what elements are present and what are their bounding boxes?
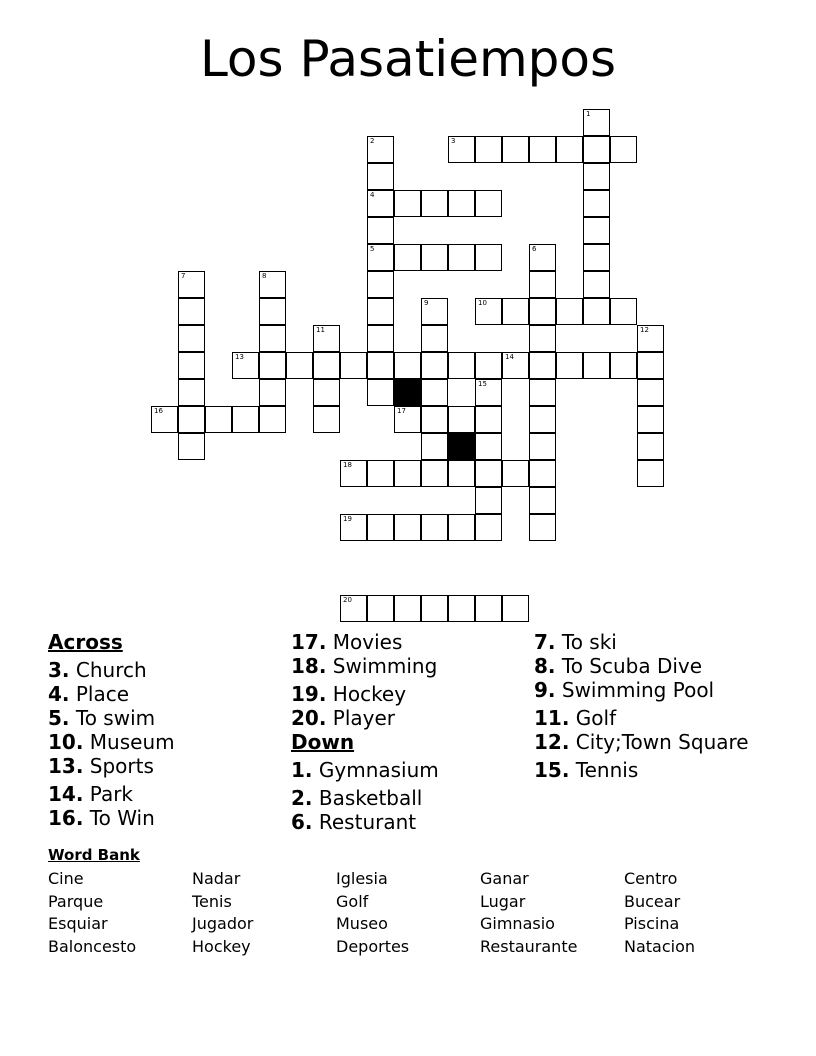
cell-number: 2 (370, 137, 375, 145)
clue-item (534, 706, 749, 730)
crossword-cell[interactable] (529, 352, 556, 379)
clue-text: City;Town Square (569, 730, 749, 754)
crossword-cell[interactable] (313, 406, 340, 433)
clue-number: 4. (48, 682, 70, 706)
clue-number: 20. (291, 706, 327, 730)
crossword-cell[interactable] (529, 136, 556, 163)
crossword-cell[interactable] (232, 352, 259, 379)
crossword-cell[interactable] (367, 136, 394, 163)
clue-item (291, 758, 439, 782)
crossword-cell[interactable] (421, 379, 448, 406)
crossword-cell[interactable] (529, 379, 556, 406)
black-square (394, 379, 421, 406)
crossword-cell[interactable] (421, 406, 448, 433)
clue-text: Church (69, 658, 147, 682)
crossword-cell[interactable] (394, 460, 421, 487)
crossword-cell[interactable] (448, 136, 475, 163)
clue-text: Sports (83, 754, 154, 778)
crossword-cell[interactable] (637, 406, 664, 433)
crossword-cell[interactable] (448, 514, 475, 541)
clue-item (48, 730, 175, 754)
clue-text: Hockey (326, 682, 407, 706)
cell-number: 10 (478, 299, 487, 307)
cell-number: 4 (370, 191, 375, 199)
cell-number: 11 (316, 326, 325, 334)
word-bank-word: Tenis (192, 891, 232, 911)
clue-text: Movies (326, 630, 403, 654)
clue-text: To Win (83, 806, 155, 830)
cell-number: 7 (181, 272, 186, 280)
crossword-cell[interactable] (529, 460, 556, 487)
crossword-cell[interactable] (394, 190, 421, 217)
clue-text: Swimming Pool (555, 678, 715, 702)
crossword-cell[interactable] (637, 325, 664, 352)
crossword-cell[interactable] (475, 352, 502, 379)
crossword-cell[interactable] (259, 406, 286, 433)
crossword-cell[interactable] (340, 514, 367, 541)
clue-item (48, 782, 175, 806)
cell-number: 9 (424, 299, 429, 307)
crossword-cell[interactable] (232, 406, 259, 433)
crossword-cell[interactable] (502, 136, 529, 163)
crossword-cell[interactable] (448, 460, 475, 487)
crossword-cell[interactable] (475, 595, 502, 622)
word-bank-word: Lugar (480, 891, 526, 911)
clue-number: 16. (48, 806, 84, 830)
crossword-cell[interactable] (475, 487, 502, 514)
crossword-cell[interactable] (394, 514, 421, 541)
cell-number: 12 (640, 326, 649, 334)
clue-number: 14. (48, 782, 84, 806)
clue-number: 3. (48, 658, 70, 682)
cell-number: 14 (505, 353, 514, 361)
crossword-cell[interactable] (475, 136, 502, 163)
cell-number: 15 (478, 380, 487, 388)
crossword-cell[interactable] (529, 271, 556, 298)
crossword-cell[interactable] (583, 298, 610, 325)
crossword-cell[interactable] (583, 217, 610, 244)
crossword-cell[interactable] (259, 352, 286, 379)
word-bank-word: Nadar (192, 869, 241, 888)
crossword-cell[interactable] (367, 271, 394, 298)
word-bank-column (192, 868, 253, 958)
black-square (448, 433, 475, 460)
crossword-cell[interactable] (178, 406, 205, 433)
word-bank-word: Esquiar (48, 914, 108, 933)
cell-number: 13 (235, 353, 244, 361)
crossword-cell[interactable] (637, 379, 664, 406)
crossword-cell[interactable] (394, 352, 421, 379)
clue-text: Gymnasium (312, 758, 439, 782)
crossword-cell[interactable] (367, 595, 394, 622)
word-bank-word: Deportes (336, 936, 410, 956)
clue-text: To swim (69, 706, 156, 730)
crossword-cell[interactable] (475, 190, 502, 217)
crossword-cell[interactable] (475, 244, 502, 271)
clue-item (48, 706, 175, 730)
crossword-cell[interactable] (205, 406, 232, 433)
crossword-cell[interactable] (367, 217, 394, 244)
clue-number: 10. (48, 730, 84, 754)
crossword-cell[interactable] (367, 190, 394, 217)
clue-text: Park (83, 782, 134, 806)
across-header: Across (48, 630, 123, 654)
clue-number: 8. (534, 654, 556, 678)
crossword-cell[interactable] (367, 514, 394, 541)
crossword-cell[interactable] (421, 298, 448, 325)
clue-number: 13. (48, 754, 84, 778)
crossword-cell[interactable] (448, 244, 475, 271)
crossword-cell[interactable] (502, 595, 529, 622)
crossword-cell[interactable] (556, 136, 583, 163)
crossword-cell[interactable] (475, 514, 502, 541)
clue-item (48, 754, 175, 778)
word-bank-word: Ganar (480, 869, 529, 888)
clue-item (291, 786, 439, 810)
clue-text: Museum (83, 730, 175, 754)
crossword-cell[interactable] (583, 352, 610, 379)
crossword-cell[interactable] (502, 298, 529, 325)
clue-number: 12. (534, 730, 570, 754)
crossword-cell[interactable] (583, 136, 610, 163)
crossword-cell[interactable] (583, 244, 610, 271)
down-header: Down (291, 730, 355, 754)
clue-text: Golf (569, 706, 617, 730)
clue-number: 5. (48, 706, 70, 730)
clue-item (48, 682, 175, 706)
crossword-cell[interactable] (610, 136, 637, 163)
crossword-cell[interactable] (529, 325, 556, 352)
cell-number: 19 (343, 515, 352, 523)
crossword-cell[interactable] (421, 460, 448, 487)
crossword-cell[interactable] (637, 352, 664, 379)
crossword-cell[interactable] (448, 406, 475, 433)
clue-text: Swimming (326, 654, 438, 678)
clue-item (291, 654, 439, 678)
page-title: Los Pasatiempos (199, 30, 617, 88)
crossword-cell[interactable] (421, 244, 448, 271)
crossword-cell[interactable] (475, 379, 502, 406)
crossword-cell[interactable] (340, 595, 367, 622)
word-bank-word: Baloncesto (48, 936, 137, 956)
clues-column-3 (534, 630, 749, 782)
word-bank-column (336, 868, 409, 958)
cell-number: 3 (451, 137, 456, 145)
crossword-cell[interactable] (367, 163, 394, 190)
clue-number: 17. (291, 630, 327, 654)
crossword-cell[interactable] (151, 406, 178, 433)
crossword-cell[interactable] (610, 298, 637, 325)
clue-number: 1. (291, 758, 313, 782)
clue-text: Tennis (569, 758, 639, 782)
crossword-cell[interactable] (421, 433, 448, 460)
crossword-cell[interactable] (367, 298, 394, 325)
crossword-cell[interactable] (421, 352, 448, 379)
clue-item (534, 630, 749, 654)
clue-text: Player (326, 706, 396, 730)
crossword-cell[interactable] (259, 298, 286, 325)
crossword-cell[interactable] (583, 271, 610, 298)
clue-text: To ski (555, 630, 617, 654)
word-bank-column (480, 868, 577, 958)
crossword-cell[interactable] (475, 406, 502, 433)
clue-item (48, 806, 175, 830)
crossword-cell[interactable] (448, 352, 475, 379)
clue-number: 11. (534, 706, 570, 730)
crossword-cell[interactable] (502, 352, 529, 379)
crossword-cell[interactable] (529, 244, 556, 271)
crossword-cell[interactable] (394, 244, 421, 271)
crossword-cell[interactable] (421, 325, 448, 352)
crossword-cell[interactable] (583, 190, 610, 217)
crossword-cell[interactable] (502, 460, 529, 487)
clue-item (291, 630, 439, 654)
crossword-cell[interactable] (610, 352, 637, 379)
clue-item (534, 758, 749, 782)
crossword-cell[interactable] (178, 433, 205, 460)
crossword-cell[interactable] (556, 298, 583, 325)
crossword-cell[interactable] (259, 379, 286, 406)
crossword-cell[interactable] (313, 325, 340, 352)
crossword-cell[interactable] (583, 109, 610, 136)
word-bank-column (624, 868, 695, 958)
crossword-cell[interactable] (178, 325, 205, 352)
word-bank-word: Museo (336, 914, 388, 933)
crossword-cell[interactable] (475, 298, 502, 325)
clue-number: 18. (291, 654, 327, 678)
clue-number: 2. (291, 786, 313, 810)
crossword-cell[interactable] (394, 595, 421, 622)
crossword-cell[interactable] (421, 514, 448, 541)
crossword-cell[interactable] (178, 379, 205, 406)
crossword-cell[interactable] (367, 379, 394, 406)
crossword-cell[interactable] (367, 460, 394, 487)
word-bank-word: Piscina (624, 914, 680, 933)
clue-item (534, 730, 749, 754)
word-bank-word: Restaurante (480, 936, 578, 956)
clue-number: 7. (534, 630, 556, 654)
cell-number: 17 (397, 407, 406, 415)
crossword-cell[interactable] (313, 352, 340, 379)
crossword-cell[interactable] (529, 433, 556, 460)
word-bank-title: Word Bank (48, 846, 140, 864)
crossword-cell[interactable] (340, 352, 367, 379)
clue-item (291, 810, 439, 834)
cell-number: 20 (343, 596, 352, 604)
crossword-cell[interactable] (421, 595, 448, 622)
clue-text: Place (69, 682, 130, 706)
cell-number: 1 (586, 110, 591, 118)
crossword-cell[interactable] (529, 487, 556, 514)
word-bank-word: Parque (48, 891, 104, 911)
crossword-cell[interactable] (637, 460, 664, 487)
crossword-cell[interactable] (529, 514, 556, 541)
crossword-cell[interactable] (583, 163, 610, 190)
cell-number: 6 (532, 245, 537, 253)
word-bank-word: Gimnasio (480, 914, 555, 933)
clue-text: Basketball (312, 786, 423, 810)
word-bank-word: Natacion (624, 936, 696, 956)
crossword-cell[interactable] (475, 460, 502, 487)
cell-number: 5 (370, 245, 375, 253)
cell-number: 18 (343, 461, 352, 469)
crossword-cell[interactable] (367, 352, 394, 379)
clues-column-1 (48, 630, 175, 830)
word-bank-word: Golf (336, 891, 369, 911)
clue-item (291, 682, 439, 706)
word-bank-word: Hockey (192, 936, 251, 956)
clue-item (534, 678, 749, 702)
crossword-cell[interactable] (178, 298, 205, 325)
word-bank-word: Iglesia (336, 869, 388, 888)
crossword-cell[interactable] (286, 352, 313, 379)
clue-item (291, 706, 439, 730)
cell-number: 16 (154, 407, 163, 415)
crossword-cell[interactable] (448, 595, 475, 622)
crossword-cell[interactable] (178, 271, 205, 298)
clue-text: Resturant (312, 810, 417, 834)
crossword-cell[interactable] (448, 190, 475, 217)
crossword-cell[interactable] (313, 379, 340, 406)
crossword-cell[interactable] (529, 406, 556, 433)
clue-item (534, 654, 749, 678)
crossword-cell[interactable] (475, 433, 502, 460)
word-bank-word: Centro (624, 869, 678, 888)
crossword-cell[interactable] (367, 325, 394, 352)
crossword-cell[interactable] (340, 460, 367, 487)
crossword-cell[interactable] (556, 352, 583, 379)
crossword-cell[interactable] (394, 406, 421, 433)
clues-column-2 (291, 630, 439, 834)
crossword-cell[interactable] (421, 190, 448, 217)
clue-item (48, 658, 175, 682)
crossword-cell[interactable] (259, 271, 286, 298)
word-bank-word: Jugador (192, 914, 254, 933)
word-bank-column (48, 868, 136, 958)
word-bank-word: Cine (48, 869, 84, 888)
word-bank-word: Bucear (624, 891, 681, 911)
crossword-cell[interactable] (529, 298, 556, 325)
crossword-cell[interactable] (259, 325, 286, 352)
crossword-cell[interactable] (367, 244, 394, 271)
clue-number: 9. (534, 678, 556, 702)
cell-number: 8 (262, 272, 267, 280)
crossword-cell[interactable] (637, 433, 664, 460)
clue-number: 6. (291, 810, 313, 834)
clue-number: 19. (291, 682, 327, 706)
clue-number: 15. (534, 758, 570, 782)
clue-text: To Scuba Dive (555, 654, 703, 678)
crossword-cell[interactable] (178, 352, 205, 379)
